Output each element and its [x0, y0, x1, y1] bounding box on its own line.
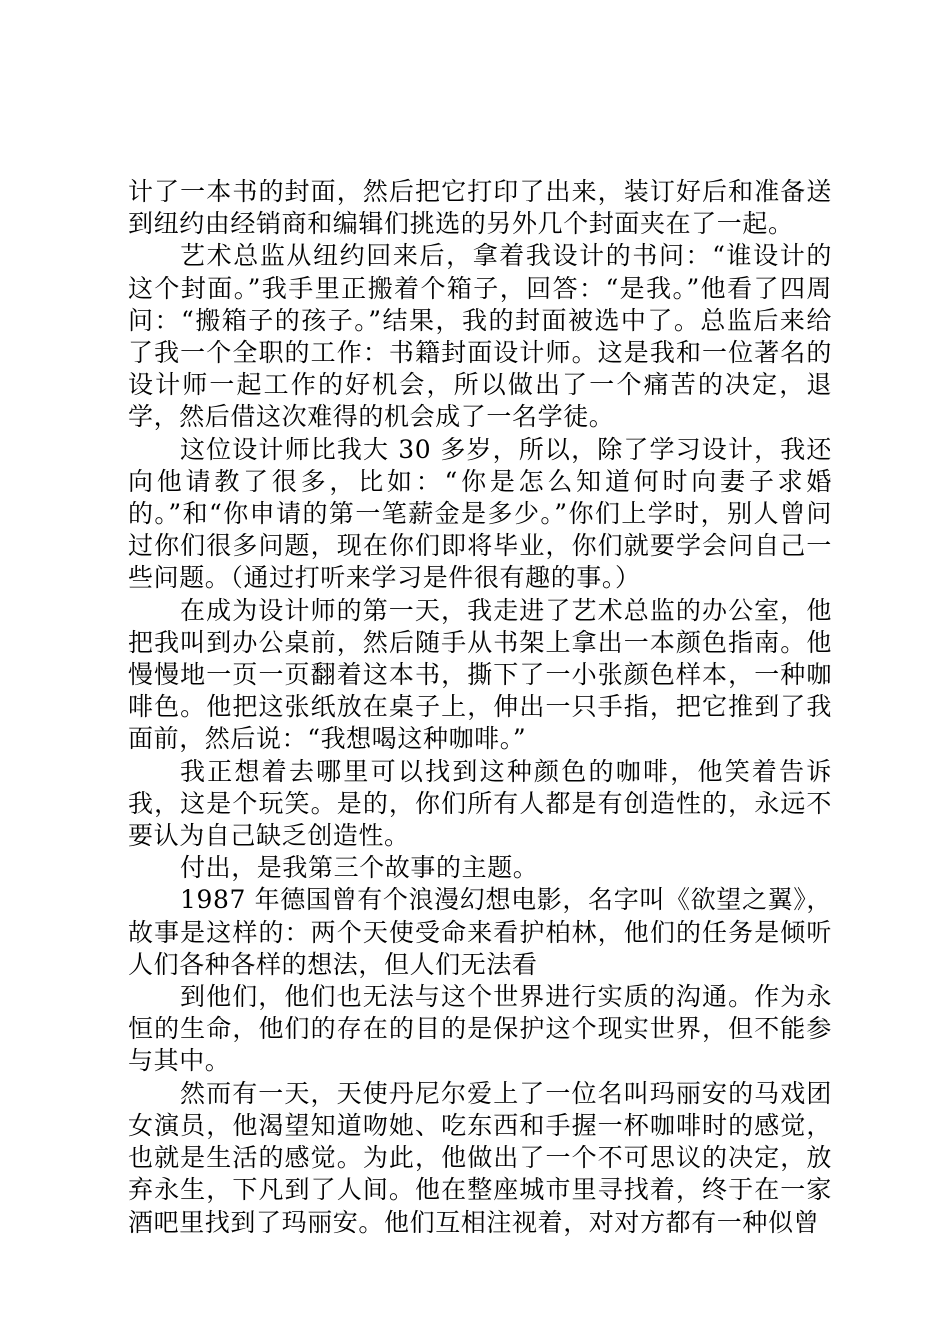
paragraph-2: 艺术总监从纽约回来后，拿着我设计的书问：“谁设计的这个封面。”我手里正搬着个箱子，回答：“是我。”他看了四周问：“搬箱子的孩子。”结果，我的封面被选中了。总监后来给了我一个全职的工作：书籍封面设计师。这是我和一位著名的设计师一起工作的好机会，所以做出了一个痛苦的决定，退学，然后借这次难得的机会成了一名学徒。 — [128, 241, 832, 432]
paragraph-5: 我正想着去哪里可以找到这种颜色的咖啡，他笑着告诉我，这是个玩笑。是的，你们所有人都是有创造性的，永远不要认为自己缺乏创造性。 — [128, 756, 832, 851]
paragraph-3: 这位设计师比我大 30 多岁，所以，除了学习设计，我还向他请教了很多，比如：“你是怎么知道何时向妻子求婚的。”和“你申请的第一笔薪金是多少。”你们上学时，别人曾问过你们很多问题，现在你们即将毕业，你们就要学会问自己一些问题。（通过打听来学习是件很有趣的事。） — [128, 434, 832, 593]
paragraph-6: 付出，是我第三个故事的主题。 — [180, 853, 539, 883]
paragraph-9: 然而有一天，天使丹尼尔爱上了一位名叫玛丽安的马戏团女演员，他渴望知道吻她、吃东西和手握一杯咖啡时的感觉，也就是生活的感觉。为此，他做出了一个不可思议的决定，放弃永生，下凡到了人间。他在整座城市里寻找着，终于在一家酒吧里找到了玛丽安。他们互相注视着，对对方都有一种似曾 — [128, 1078, 832, 1237]
paragraph-8: 到他们，他们也无法与这个世界进行实质的沟通。作为永恒的生命，他们的存在的目的是保护这个现实世界，但不能参与其中。 — [128, 982, 832, 1076]
body-text — [128, 176, 832, 1239]
paragraph-4: 在成为设计师的第一天，我走进了艺术总监的办公室，他把我叫到办公桌前，然后随手从书架上拿出一本颜色指南。他慢慢地一页一页翻着这本书，撕下了一小张颜色样本，一种咖啡色。他把这张纸放在桌子上，伸出一只手指，把它推到了我面前，然后说：“我想喝这种咖啡。” — [128, 595, 832, 754]
paragraph-1: 计了一本书的封面，然后把它打印了出来，装订好后和准备送到纽约由经销商和编辑们挑选的另外几个封面夹在了一起。 — [128, 177, 832, 239]
paragraph-7: 1987 年德国曾有个浪漫幻想电影，名字叫《欲望之翼》，故事是这样的：两个天使受命来看护柏林，他们的任务是倾听人们各种各样的想法，但人们无法看 — [128, 885, 832, 979]
